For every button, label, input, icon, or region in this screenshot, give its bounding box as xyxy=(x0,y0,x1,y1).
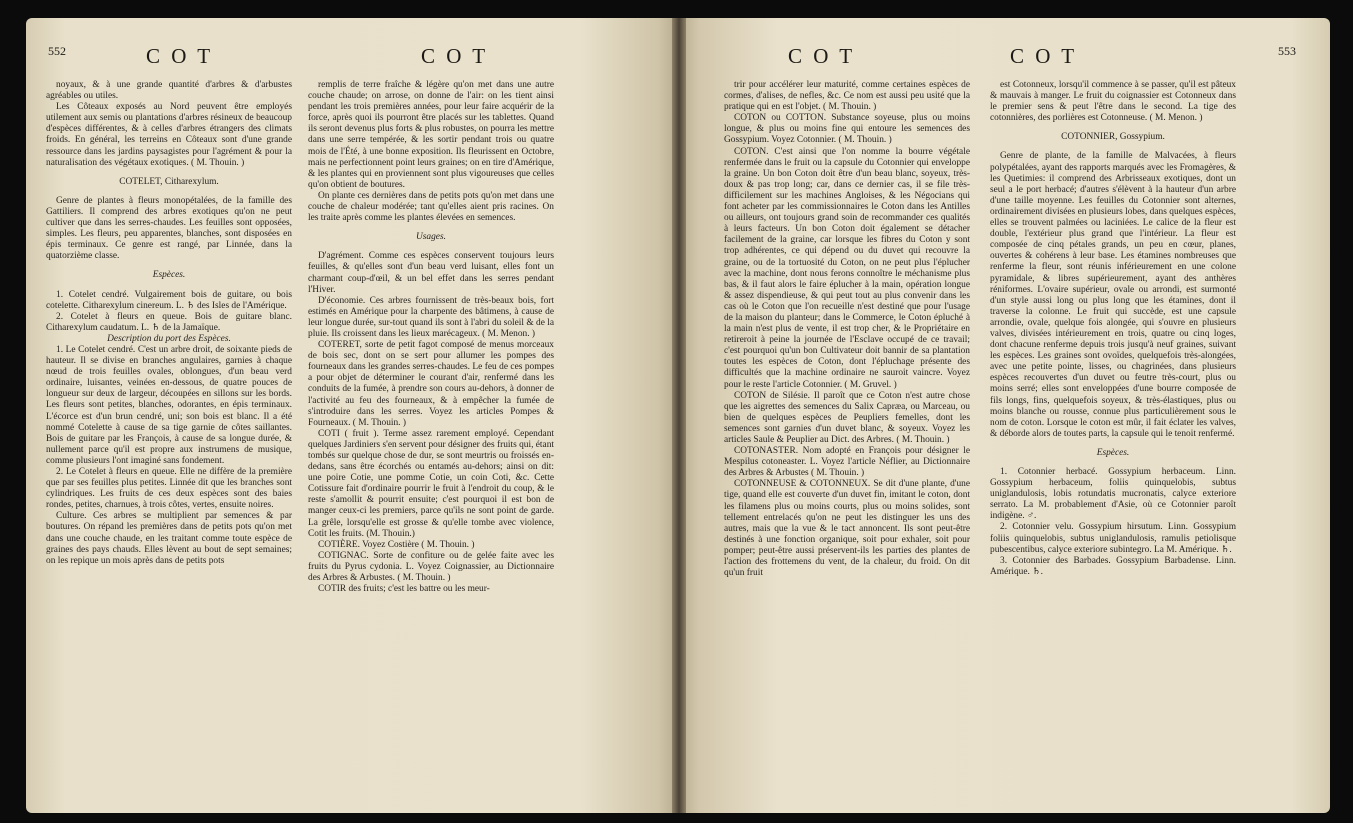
paragraph: noyaux, & à une grande quantité d'arbres & d'arbustes agréables ou utiles. xyxy=(46,80,292,102)
paragraph: 2. Le Cotelet à fleurs en queue. Elle ne diffère de la première que par ses feuilles plus petites. Linnée dit que les branches sont cylindriques. Les fruits de ces deux espèces sont des baies rondes, petites, charnues, à trois côtes, vertes, ensuite noires. xyxy=(46,467,292,511)
entry-heading: COTELET, Citharexylum. xyxy=(119,176,219,187)
running-head-right: C O T xyxy=(788,44,856,68)
paragraph: Genre de plantes à fleurs monopétalées, de la famille des Gattiliers. Il comprend des arbres exotiques qu'on ne peut cultiver que dans les serres-chaudes. Les feuilles sont opposées, simples. Les fleurs, peu apparentes, blanches, sont disposées en épis terminaux. Ce genre est rangé, par Linnée, dans la quatorzième classe. xyxy=(46,195,292,262)
paragraph: COTERET, sorte de petit fagot composé de menus morceaux de bois sec, dont on se sert pour allumer les pompes des fourneaux dans les grandes serres-chaudes. Le feu de ces pompes a pour objet de déterminer le courant d'air, renfermé dans les conduits de la fumée, à prendre son cours au-dehors, à donner de l'activité au feu des fourneaux, & à empêcher la fumée de s'introduire dans les serres. Voyez les articles Pompes & Fourneaux. ( M. Thouin. ) xyxy=(308,340,554,428)
column-1 xyxy=(46,80,292,567)
section-heading: Espèces. xyxy=(1096,447,1130,458)
column-3 xyxy=(724,80,970,579)
page-number-right: 553 xyxy=(1278,44,1296,58)
page-number-left: 552 xyxy=(48,44,66,58)
paragraph: remplis de terre fraîche & légère qu'on met dans une autre couche chaude; on arrose, on donne de l'air: on les tient ainsi pendant les trois premières années, pour leur faire acquérir de la force, après quoi ils pourront être placés sur les tablettes. Quand ils seront devenus plus forts & plus robustes, on pourra les mettre dans une serre tempérée, & les sortir pendant trois ou quatre mois de l'Été, à une bonne exposition. Ils fleurissent en Octobre, mais ne perfectionnent point leurs graines; on en tire d'Amérique, & les plantes qui en proviennent sont plus vigoureuses que celles qu'on obtient de boutures. xyxy=(308,80,554,190)
paragraph: COTONASTER. Nom adopté en François pour désigner le Mespilus cotoneaster. L. Voyez l'article Néflier, au Dictionnaire des Arbres & Arbustes ( M. Thouin. ) xyxy=(724,446,970,479)
species-item: 1. Cotonnier herbacé. Gossypium herbaceum. Linn. Gossypium herbaceum, foliis quinquelobis, subtus uniglandulosis, lobis rotundatis mucronatis, calyce exteriore serrato. La M. probablement d'Asie, où ce Cotonnier paroît indigène. ♂. xyxy=(990,467,1236,522)
paragraph: 1. Le Cotelet cendré. C'est un arbre droit, de soixante pieds de hauteur. Il se divise en branches angulaires, garnies à chaque nœud de trois feuilles ovales, oblongues, d'un beau verd ordinaire, luisantes, veinées en-dessous, de quatre pouces de longueur sur deux de largeur, découpées en sillons sur les bords. Les fleurs sont petites, blanches, odorantes, en épis terminaux. L'écorce est d'un brun cendré, uni; son bois est blanc. Il a été nommé Cotelette à cause de sa tige garnie de côtes saillantes. Bois de guitare par les François, à cause de sa longue durée, & nullement parce qu'il est propre aux instrumens de musique, comme plusieurs l'ont imaginé sans fondement. xyxy=(46,344,292,466)
section-heading: Description du port des Espèces. xyxy=(107,333,231,344)
paragraph: trir pour accélérer leur maturité, comme certaines espèces de cormes, d'alises, de nefles, &c. Ce nom est aussi peu usité que la pratique qui en est l'objet. ( M. Thouin. ) xyxy=(724,80,970,113)
paragraph: COTON ou COTTON. Substance soyeuse, plus ou moins longue, & plus ou moins fine qui entoure les semences des Gossypium. Voyez Cotonnier. ( M. Thouin. ) xyxy=(724,113,970,146)
species-item: 2. Cotelet à fleurs en queue. Bois de guitare blanc. Citharexylum caudatum. L. ♄ de la Jamaïque. xyxy=(46,311,292,333)
paragraph: est Cotonneux, lorsqu'il commence à se passer, qu'il est pâteux & mauvais à manger. Le fruit du coignassier est Cotonneux dans le premier sens & peut l'être dans le second. La tige des cotonnières, des porlières est Cotonneuse. ( M. Menon. ) xyxy=(990,80,1236,124)
entry-heading: COTONNIER, Gossypium. xyxy=(1061,132,1165,143)
section-heading: Espèces. xyxy=(152,270,186,281)
paragraph: COTONNEUSE & COTONNEUX. Se dit d'une plante, d'une tige, quand elle est couverte d'un duvet fin, imitant le coton, dont les filamens plus ou moins courts, plus ou moins solides, sont tellement entrelacés qu'on ne peut les distinguer les uns des autres, mais que la vue & le tact annoncent. Ils sont peut-être destinés à une fonction organique, soit pour exhaler, soit pour pomper; peut-être aussi préservent-ils les parties des plantes de l'action des frottemens du vent, de la chaleur, du froid. On dit qu'un fruit xyxy=(724,479,970,579)
right-page xyxy=(680,18,1330,813)
paragraph: D'agrément. Comme ces espèces conservent toujours leurs feuilles, & qu'elles sont d'un beau verd luisant, elles font un charmant coup-d'œil, & un bel effet dans les serres pendant l'Hiver. xyxy=(308,251,554,295)
running-head-left-2: C O T xyxy=(421,44,489,68)
section-heading: Usages. xyxy=(416,232,446,243)
column-2 xyxy=(308,80,554,595)
left-page xyxy=(26,18,678,813)
paragraph: Genre de plante, de la famille de Malvacées, à fleurs polypétalées, ayant des rapports marqués avec les Fromagères, & les Quetimies: il comprend des Arbrisseaux exotiques, dont un seul a le port herbacé; d'autres s'élèvent à la hauteur d'un arbre d'une taille moyenne. Les feuilles du Cotonnier sont alternes, ordinairement divisées en plusieurs lobes, dans quelques espèces, elles se trouvent palmées ou laciniées. Le calice de la fleur est double, l'extérieur plus grand que l'intérieur. La fleur est composée de cinq pétales grands, un peu en cœur, planes, ouvertes & cohérens à leur base. Les étamines nombreuses que renferme la fleur, sont réunis inférieurement en une colone pyramidale, & libres supérieurement, ayant des anthères réniformes. L'ovaire supérieur, ovale ou arrondi, est surmonté d'un style aussi long ou plus long que les étamines, dont il traverse la colonne. Le fruit qui succède, est une capsule arrondie, ovale, quelque fois alongée, qui s'ouvre en plusieurs valves, divisées intérieurement en trois, quatre ou cinq loges, dont chacune renferme depuis trois jusqu'à neuf graines, suivant les espèces. Les graines sont ovoïdes, quelquefois très-alongées, avec une petite pointe, lisses, ou chagrinées, dans plusieurs espèces recouvertes d'un duvet ou feutre très-court, plus ou moins serré; elles sont enveloppées d'une bourre composée de fils longs, fins, quelquefois soyeux, & très-élastiques, plus ou moins blanche ou rousse, connue plus particulièrement sous le nom de coton. Lorsque le coton est mûr, il fait éclater les valves, & déborde alors de toutes parts, la capsule qui le tenoit renfermé. xyxy=(990,151,1236,439)
paragraph: Culture. Ces arbres se multiplient par semences & par boutures. On répand les premières dans de petits pots qu'on met dans une couche chaude, en les traitant comme toute espèce de graines des pays chauds. Elles lèvent au bout de sept semaines; on les repique un mois après dans de petits pots xyxy=(46,511,292,566)
paragraph: COTON. C'est ainsi que l'on nomme la bourre végétale renfermée dans le fruit ou la capsule du Cotonnier qui enveloppe la graine. Un bon Coton doit être d'un beau blanc, soyeux, très-doux & pas trop long; car, dans ce dernier cas, il se file très-difficilement sur les machines Angloises, & les Négocians qui font acheter par les commissionnaires le Coton dans les Antilles ou ailleurs, ont toujours grand soin de recommander ces qualités à leurs facteurs. Un bon Coton doit également se détacher facilement de la graine, car lorsque les fibres du Coton y sont trop adhérentes, ce qui dépend ou du duvet qui recouvre la graine, ou de la tortuosité du Coton, on ne peut plus l'éplucher avec la machine, dont nous ferons connoître le méchanisme plus bas, & il faut alors le faire éplucher à la main, opération longue & assez dispendieuse, & qui peut tout au plus convenir dans les cas où le Coton que l'on recueille n'est destiné que pour l'usage de la maison du planteur; dans le Commerce, le Coton épluché à la main n'est plus de vente, il est trop cher, & le Propriétaire en retireroit à peine la journée de l'Esclave occupé de ce travail; c'est pourquoi qu'un bon Cultivateur doit bannir de sa plantation toutes les espèces de Coton, dont l'épluchage présente des difficultés que la machine ordinaire ne sauroit vaincre. Voyez pour le reste l'article Cotonnier. ( M. Gruvel. ) xyxy=(724,146,970,390)
paragraph: COTON de Silésie. Il paroît que ce Coton n'est autre chose que les aigrettes des semences du Salix Capræa, ou Marceau, ou bien de quelques espèces de Peupliers femelles, dont les semences sont garnies d'un duvet blanc, & soyeux. Voyez les articles Saule & Peuplier au Dict. des Arbres. ( M. Thouin. ) xyxy=(724,390,970,445)
paragraph: Les Côteaux exposés au Nord peuvent être employés utilement aux semis ou plantations d'arbres résineux de beaucoup d'espèces différentes, & à celles d'arbres étrangers des climats froids. En général, les terreins en Côteaux sont d'une grande ressource dans les jardins paysagistes pour l'agrément & pour la naturalisation des végétaux exotiques. ( M. Thouin. ) xyxy=(46,102,292,168)
book-gutter xyxy=(672,18,686,813)
paragraph: COTIÈRE. Voyez Costière ( M. Thouin. ) xyxy=(318,539,475,550)
species-item: 3. Cotonnier des Barbades. Gossypium Barbadense. Linn. Amérique. ♄. xyxy=(990,555,1236,577)
paragraph: COTIGNAC. Sorte de confiture ou de gelée faite avec les fruits du Pyrus cydonia. L. Voyez Coignassier, au Dictionnaire des Arbres & Arbustes. ( M. Thouin. ) xyxy=(308,550,554,584)
running-head-right-2: C O T xyxy=(1010,44,1078,68)
species-item: 1. Cotelet cendré. Vulgairement bois de guitare, ou bois cotelette. Citharexylum cinereum. L. ♄ des Isles de l'Amérique. xyxy=(46,289,292,311)
paragraph: COTI ( fruit ). Terme assez rarement employé. Cependant quelques Jardiniers s'en servent pour désigner des fruits qui, étant tombés sur quelque chose de dur, se sont meurtris ou froissés en-dedans, sans être écorchés ou entamés au-dehors; ainsi on dit: une poire Cotie, une pomme Cotie, un coin Coti, &c. Cette Cotissure fait d'ordinaire pourrir le fruit à l'endroit du coup, & le reste s'amollit & pourrit ensuite; c'est pourquoi il est bon de manger ceux-ci les premiers, parce qu'ils ne sont point de garde. La grêle, lorsqu'elle est grosse & qu'elle tombe avec violence, Cotit les fruits. (M. Thouin.) xyxy=(308,428,554,539)
species-item: 2. Cotonnier velu. Gossypium hirsutum. Linn. Gossypium foliis quinquelobis, subtus uniglandulosis, ramulis petiolisque pubescentibus, calyce exteriore subintegro. La M. Amérique. ♄. xyxy=(990,522,1236,555)
paragraph: On plante ces dernières dans de petits pots qu'on met dans une couche de chaleur modérée; tant qu'elles aient pris racines. On les traite après comme les plantes élevées en semences. xyxy=(308,190,554,224)
running-head-left: C O T xyxy=(146,44,214,68)
paragraph: COTIR des fruits; c'est les battre ou les meur- xyxy=(318,584,490,595)
column-4 xyxy=(990,80,1236,578)
paragraph: D'économie. Ces arbres fournissent de très-beaux bois, fort estimés en Amérique pour la charpente des bâtimens, à cause de leur longue durée, sur-tout quand ils sont à l'abri du soleil & de la pluie. Ils croissent dans les lieux marécageux. ( M. Menon. ) xyxy=(308,295,554,339)
